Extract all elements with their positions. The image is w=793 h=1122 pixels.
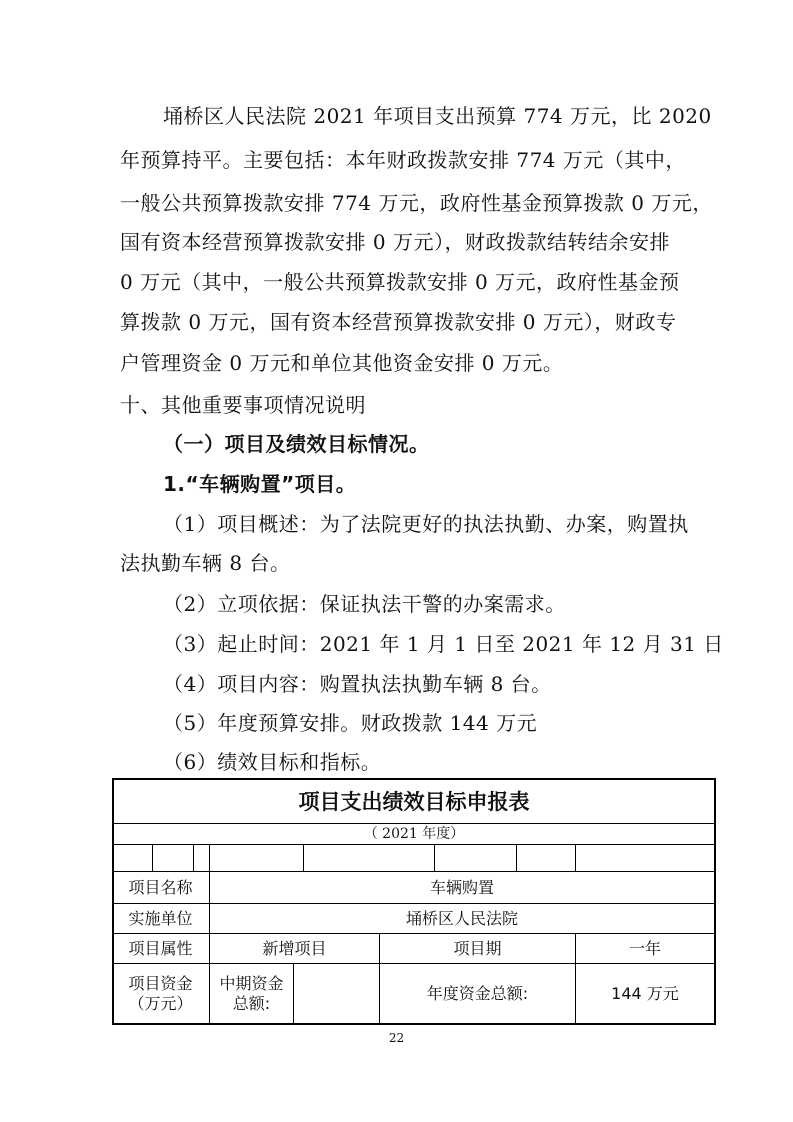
funds-label: 项目资金 （万元）: [128, 973, 193, 1013]
mid-funds-value: [294, 964, 379, 1023]
item-line-6: （5）年度预算安排。财政拨款 144 万元: [163, 711, 538, 735]
body-line-5: 0 万元（其中，一般公共预算拨款安排 0 万元，政府性基金预: [120, 270, 680, 294]
body-line-7: 户管理资金 0 万元和单位其他资金安排 0 万元。: [120, 351, 564, 375]
body-line-4: 国有资本经营预算拨款安排 0 万元），财政拨款结转结余安排: [120, 230, 670, 254]
unit-value: 埇桥区人民法院: [405, 908, 518, 928]
project-name-value: 车辆购置: [429, 877, 494, 897]
table-year: （ 2021 年度）: [363, 826, 465, 842]
unit-label: 实施单位: [128, 908, 193, 928]
subsection-heading: （一）项目及绩效目标情况。: [163, 432, 430, 456]
item-line-4: （3）起止时间：2021 年 1 月 1 日至 2021 年 12 月 31 日: [163, 632, 724, 656]
table-border-bottom: [112, 1023, 716, 1025]
blank-row-divider: [516, 844, 517, 871]
blank-row-divider: [193, 844, 194, 871]
blank-row-divider: [575, 844, 576, 871]
period-label: 项目期: [453, 938, 502, 958]
rule-year: [112, 844, 716, 845]
attribute-label: 项目属性: [128, 938, 193, 958]
blank-row-divider: [303, 844, 304, 871]
body-line-3: 一般公共预算拨款安排 774 万元，政府性基金预算拨款 0 万元，: [120, 191, 713, 215]
annual-funds-label: 年度资金总额:: [426, 983, 529, 1003]
project-name-label: 项目名称: [128, 877, 193, 897]
annual-funds-value: 144 万元: [611, 983, 679, 1003]
blank-row-divider: [209, 844, 210, 871]
attribute-value: 新增项目: [262, 938, 327, 958]
body-line-2: 年预算持平。主要包括：本年财政拨款安排 774 万元（其中，: [120, 148, 686, 172]
blank-row-divider: [152, 844, 153, 871]
performance-target-table: [112, 778, 716, 1025]
body-line-6: 算拨款 0 万元，国有资本经营预算拨款安排 0 万元），财政专: [120, 310, 677, 334]
body-line-1: 埇桥区人民法院 2021 年项目支出预算 774 万元，比 2020: [163, 104, 712, 128]
table-title: 项目支出绩效目标申报表: [298, 789, 530, 814]
page-number: 22: [388, 1031, 405, 1045]
item-line-3: （2）立项依据：保证执法干警的办案需求。: [163, 592, 566, 616]
item-line-7: （6）绩效目标和指标。: [163, 750, 382, 774]
section-heading: 十、其他重要事项情况说明: [120, 393, 366, 417]
item-line-2: 法执勤车辆 8 台。: [120, 551, 291, 575]
mid-funds-label: 中期资金 总额:: [219, 973, 284, 1013]
period-value: 一年: [628, 938, 661, 958]
item-line-5: （4）项目内容：购置执法执勤车辆 8 台。: [163, 672, 552, 696]
item-heading: 1.“车辆购置”项目。: [163, 472, 357, 496]
blank-row-divider: [434, 844, 435, 871]
item-line-1: （1）项目概述：为了法院更好的执法执勤、办案，购置执: [163, 512, 689, 536]
